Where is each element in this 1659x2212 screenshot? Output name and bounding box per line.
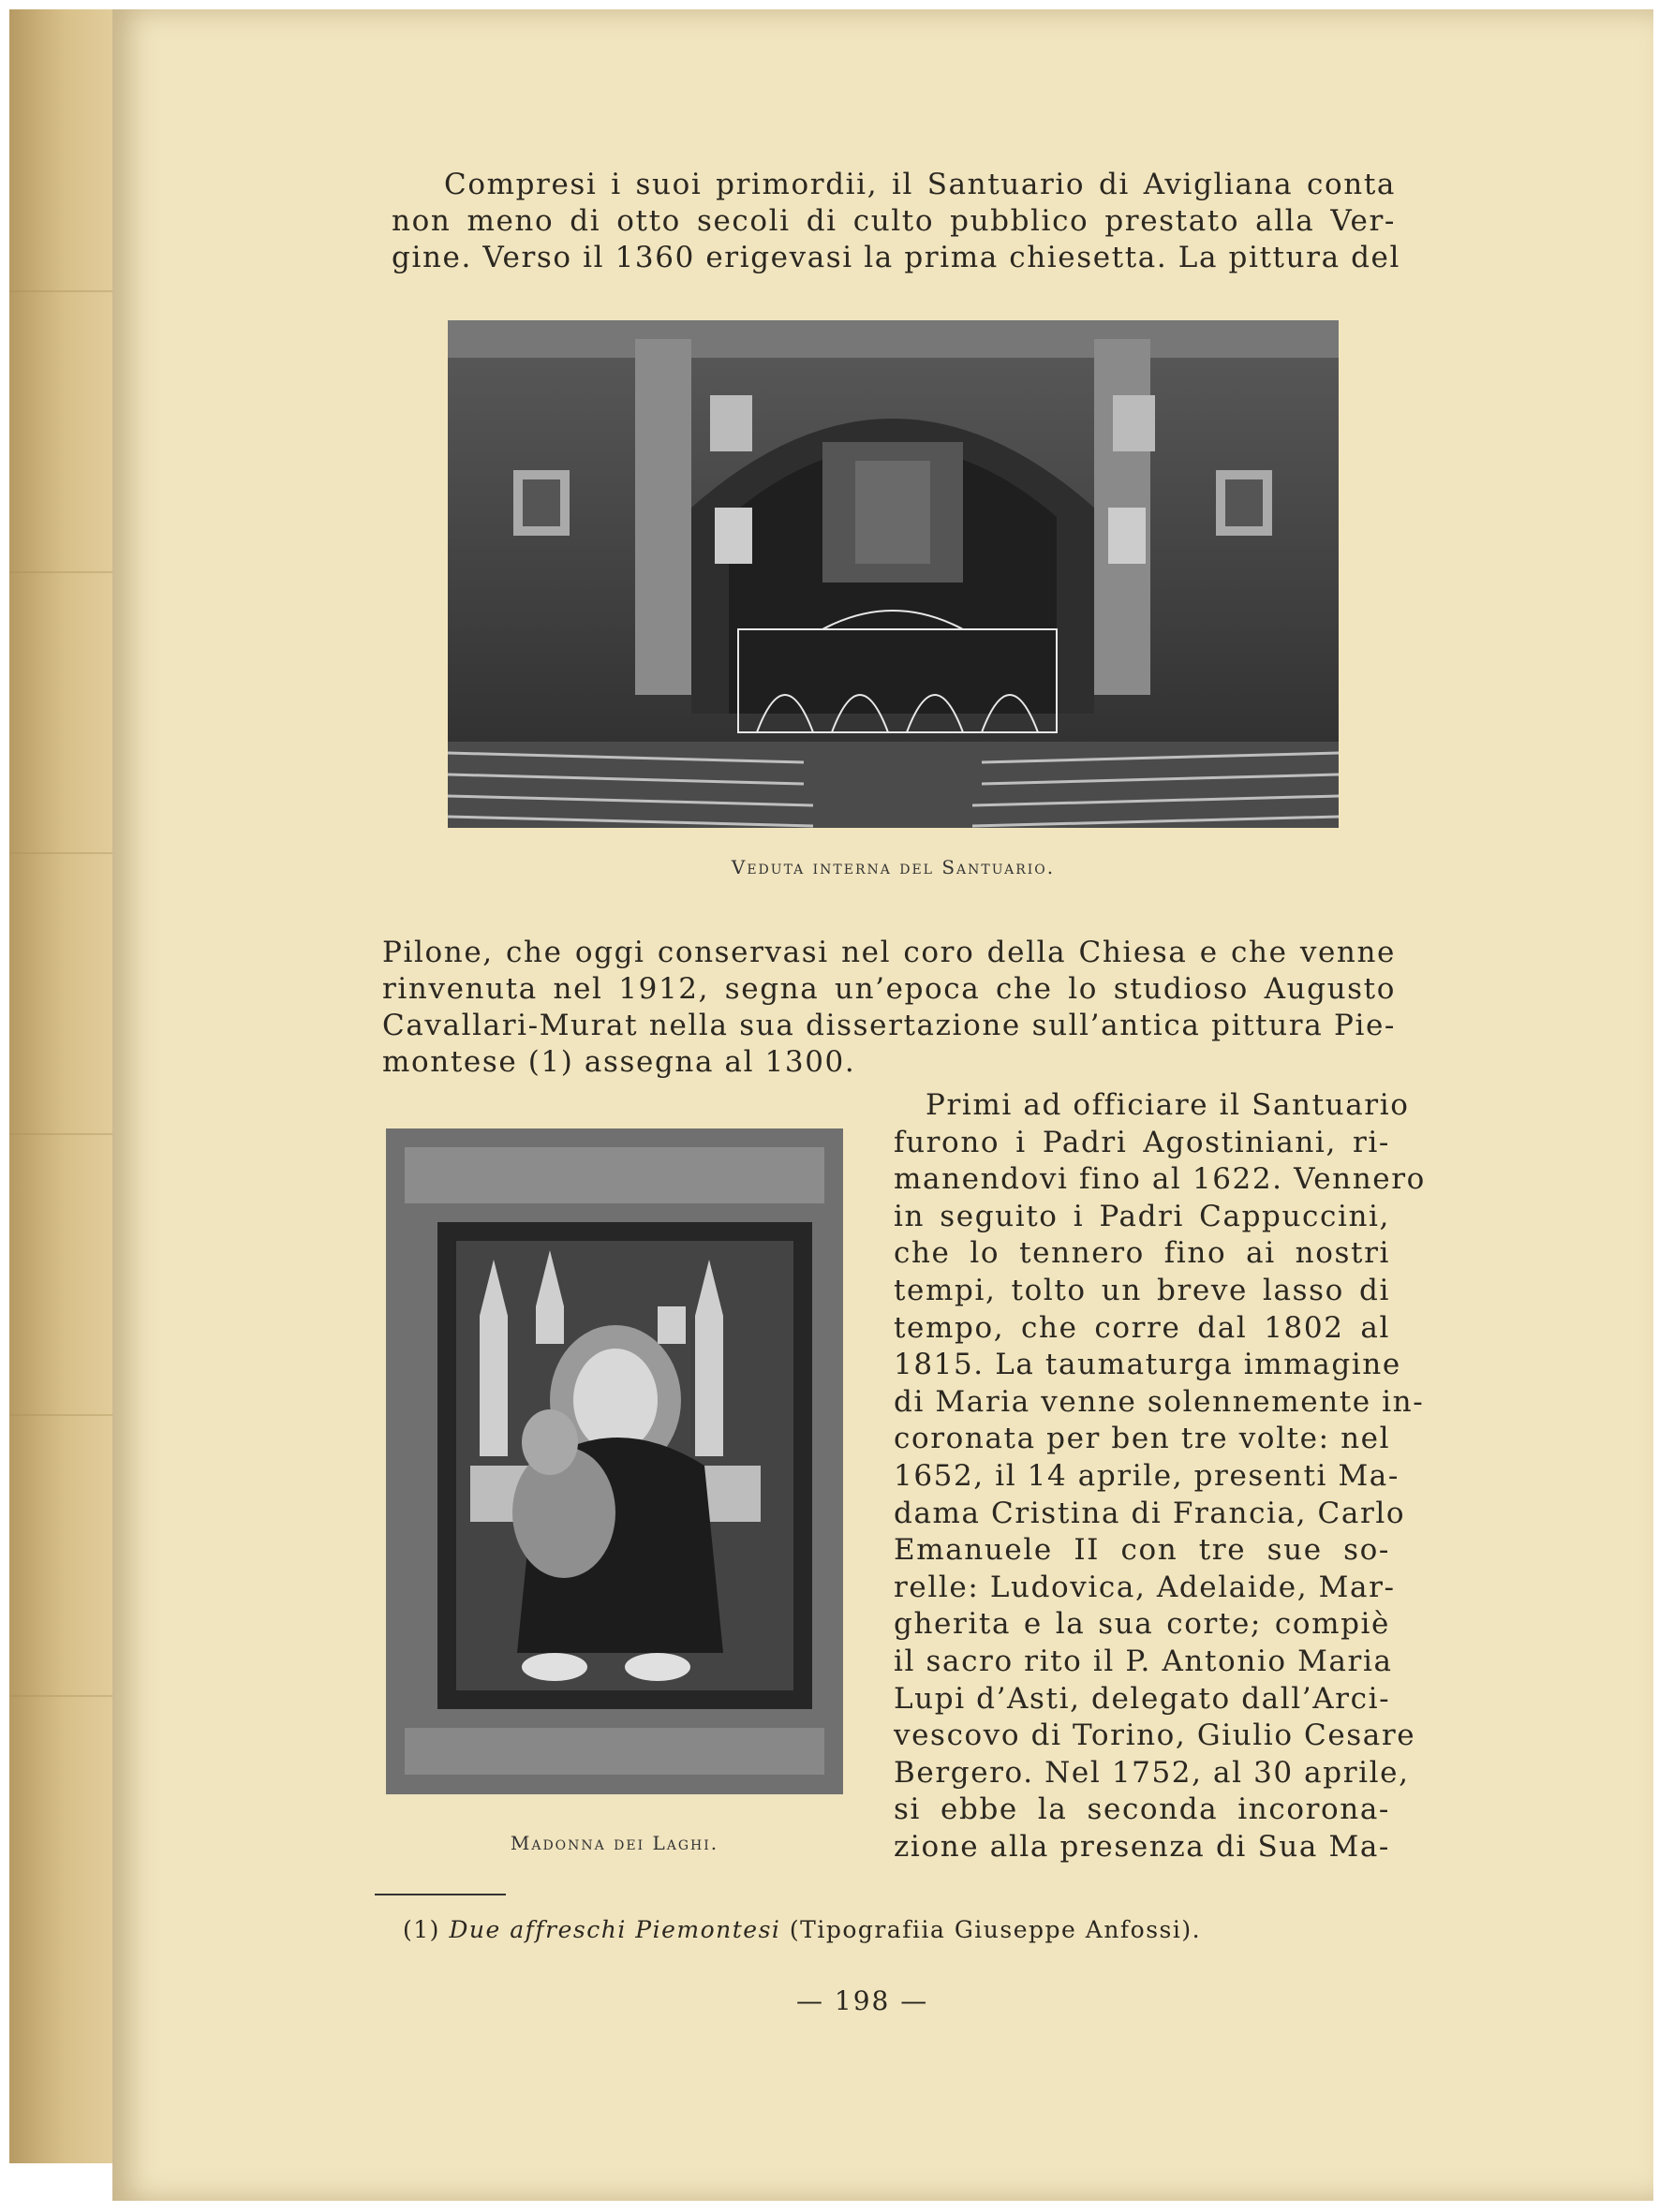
paragraph-1	[392, 167, 1401, 276]
paragraph-3-line: si ebbe la seconda incorona-	[894, 1792, 1390, 1827]
madonna-caption: Madonna dei Laghi.	[510, 1832, 719, 1854]
paragraph-3-line: furono i Padri Agostiniani, ri-	[894, 1125, 1390, 1159]
page-number: — 198 —	[796, 1985, 929, 2016]
footnote-divider	[375, 1894, 506, 1895]
paragraph-3-line: tempo, che corre dal 1802 al	[894, 1310, 1390, 1345]
paragraph-3-line: gherita e la sua corte; compiè	[894, 1607, 1390, 1642]
paragraph-3-line: zione alla presenza di Sua Ma-	[894, 1829, 1390, 1864]
paragraph-2-line: Cavallari-Murat nella sua dissertazione sull’antica pittura Pie-	[382, 1009, 1396, 1042]
madonna-dei-laghi-image	[386, 1128, 843, 1794]
paragraph-2-line: montese (1) assegna al 1300.	[382, 1045, 856, 1079]
interior-caption: Veduta interna del Santuario.	[731, 856, 1056, 878]
paragraph-3-line: 1815. La taumaturga immagine	[894, 1348, 1401, 1382]
paragraph-1-line: gine. Verso il 1360 erigevasi la prima chiesetta. La pittura del	[392, 241, 1401, 274]
interior-photograph	[448, 320, 1339, 828]
paragraph-3-line: che lo tennero fino ai nostri	[894, 1236, 1390, 1271]
paragraph-3-line: relle: Ludovica, Adelaide, Mar-	[894, 1570, 1396, 1604]
paragraph-3-line: 1652, il 14 aprile, presenti Ma-	[894, 1458, 1400, 1493]
footnote-publisher: (Tipografiia Giuseppe Anfossi).	[789, 1916, 1202, 1943]
paragraph-3-line: il sacro rito il P. Antonio Maria	[894, 1644, 1393, 1678]
paragraph-1-line: Compresi i suoi primordii, il Santuario di Avigliana conta	[444, 168, 1396, 201]
paragraph-3-line: Bergero. Nel 1752, al 30 aprile,	[894, 1755, 1410, 1790]
paragraph-3-line: tempi, tolto un breve lasso di	[894, 1273, 1390, 1307]
paragraph-3-line: in seguito i Padri Cappuccini,	[894, 1199, 1390, 1233]
paragraph-1-line: non meno di otto secoli di culto pubblico prestato alla Ver-	[392, 204, 1396, 238]
paragraph-2-line: Pilone, che oggi conservasi nel coro della Chiesa e che venne	[382, 936, 1396, 969]
paragraph-3-line: vescovo di Torino, Giulio Cesare	[894, 1718, 1416, 1753]
paragraph-2-line: rinvenuta nel 1912, segna un’epoca che lo studioso Augusto	[382, 972, 1396, 1006]
paragraph-3-line: Emanuele II con tre sue so-	[894, 1533, 1390, 1568]
paragraph-3	[894, 1087, 1426, 1865]
paragraph-3-line: Lupi d’Asti, delegato dall’Arci-	[894, 1681, 1391, 1716]
footnote-title: Due affreschi Piemontesi	[449, 1916, 781, 1943]
paragraph-3-line: di Maria venne solennemente in-	[894, 1384, 1425, 1419]
paragraph-3-line: Primi ad officiare il Santuario	[926, 1088, 1410, 1122]
paragraph-2	[382, 935, 1396, 1081]
footnote-marker: (1)	[403, 1916, 440, 1943]
footnote	[403, 1916, 1201, 1943]
paragraph-3-line: dama Cristina di Francia, Carlo	[894, 1496, 1406, 1530]
paragraph-3-line: coronata per ben tre volte: nel	[894, 1422, 1391, 1456]
paragraph-3-line: manendovi fino al 1622. Vennero	[894, 1162, 1426, 1197]
